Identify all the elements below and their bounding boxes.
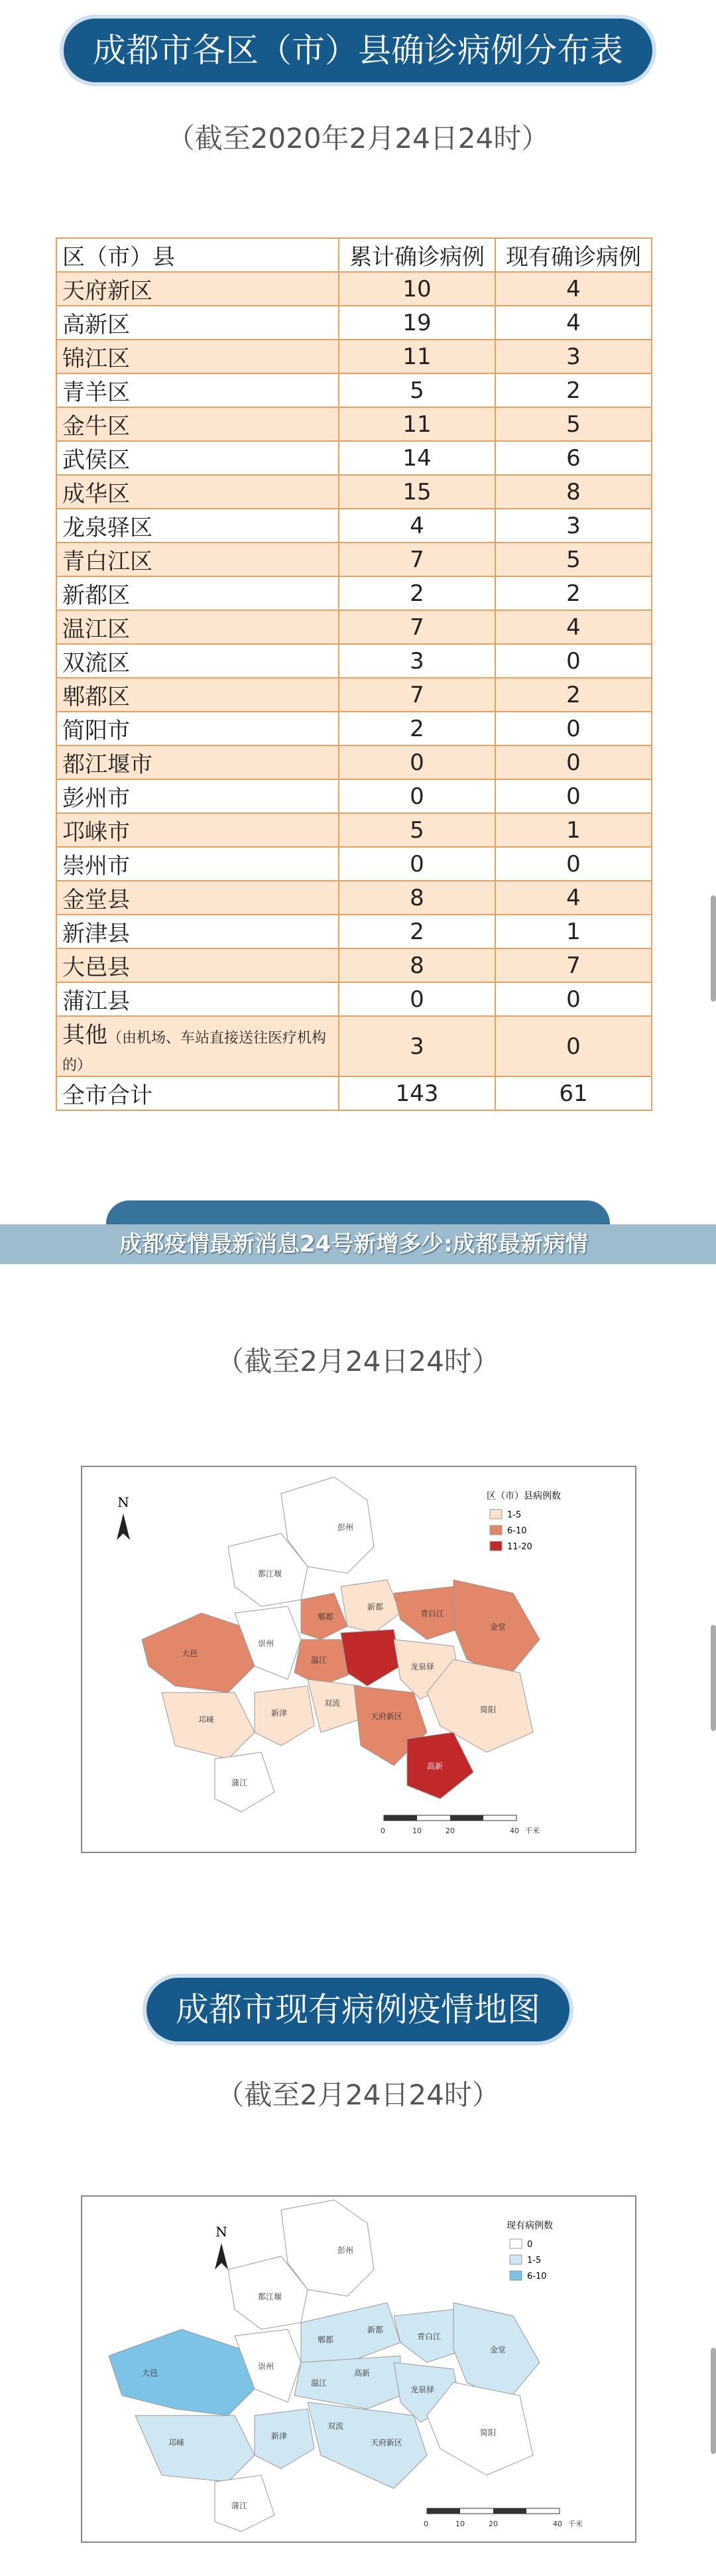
district-name-text: 高新区	[62, 312, 130, 338]
district-name-text: 锦江区	[62, 346, 130, 372]
total-cases: 143	[339, 1076, 495, 1110]
scale-bar	[381, 1815, 540, 1835]
district-name-text: 双流区	[62, 650, 130, 676]
total-cases: 0	[339, 847, 495, 881]
total-cases: 11	[339, 340, 495, 373]
district-name-text: 新都区	[62, 582, 130, 609]
district-name-text: 武侯区	[62, 447, 130, 474]
total-cases: 15	[339, 475, 495, 509]
district-name-text: 龙泉驿区	[62, 515, 152, 541]
total-cases: 3	[339, 1016, 495, 1076]
district-name-text: 天府新区	[62, 278, 152, 304]
total-cases: 3	[339, 644, 495, 678]
district-name-text: 全市合计	[62, 1082, 152, 1109]
scrollbar-thumb-1[interactable]	[711, 895, 716, 1001]
current-cases: 0	[495, 779, 652, 813]
current-cases: 0	[495, 712, 652, 745]
map1-scale-40: 40	[510, 1827, 519, 1835]
table-title: 成都市各区（市）县确诊病例分布表	[64, 19, 652, 82]
district-urban	[341, 1630, 400, 1686]
total-cases: 7	[339, 678, 495, 712]
total-cases: 4	[339, 509, 495, 543]
map2-label-longquanyi: 龙泉驿	[410, 2385, 435, 2394]
district-name-text: 郫都区	[62, 684, 130, 710]
map2-label-wenjiang: 温江	[311, 2378, 328, 2388]
table-row	[56, 678, 652, 712]
map1-label-pengzhou: 彭州	[337, 1523, 354, 1532]
map2-scale-0: 0	[424, 2520, 428, 2528]
current-cases: 7	[495, 948, 652, 982]
map1-label-shuangliu: 双流	[324, 1699, 341, 1708]
current-cases: 2	[495, 576, 652, 610]
map2-label-jianyang: 简阳	[480, 2428, 497, 2437]
header-current: 现有确诊病例	[495, 238, 652, 272]
legend-label: 1-5	[507, 1510, 522, 1520]
map1-label-dayi: 大邑	[182, 1649, 198, 1658]
map2-label-xindu: 新都	[367, 2325, 384, 2335]
legend-label: 6-10	[527, 2272, 547, 2282]
district-name	[56, 306, 339, 340]
district-name-text: 成华区	[62, 481, 130, 507]
table-row	[56, 475, 652, 509]
table-row	[56, 1016, 652, 1076]
legend1-title: 区（市）县病例数	[487, 1491, 561, 1502]
map2-scale-unit: 千米	[568, 2520, 583, 2528]
total-cases: 2	[339, 712, 495, 745]
table-row	[56, 1076, 652, 1110]
map2-scale-40: 40	[553, 2520, 562, 2528]
current-cases: 5	[495, 407, 652, 441]
district-name-text: 都江堰市	[62, 751, 152, 778]
district-name	[56, 644, 339, 678]
map2-label-gaoxin: 高新	[354, 2368, 371, 2378]
district-name	[56, 340, 339, 373]
legend-label: 6-10	[507, 1526, 527, 1536]
table-row	[56, 644, 652, 678]
table-row	[56, 745, 652, 779]
legend-label: 0	[527, 2240, 533, 2250]
current-map-title: 成都市现有病例疫情地图	[147, 1978, 569, 2041]
cumulative-map	[81, 1466, 636, 1853]
district-name-text: 青羊区	[62, 379, 130, 406]
map1-label-wenjiang: 温江	[311, 1655, 328, 1665]
district-name	[56, 407, 339, 441]
table-row	[56, 610, 652, 644]
district-name	[56, 881, 339, 915]
scale-bar-2	[424, 2508, 583, 2528]
map2-label-qingbaijiang: 青白江	[417, 2332, 442, 2341]
district-name	[56, 509, 339, 543]
map1-label-tianfu: 天府新区	[371, 1712, 403, 1721]
current-cases: 1	[495, 915, 652, 948]
north-label-2: N	[215, 2224, 227, 2240]
current-cases: 0	[495, 982, 652, 1016]
legend-swatch	[510, 2255, 522, 2264]
district-name	[56, 982, 339, 1016]
map1-label-xindu: 新都	[367, 1602, 384, 1612]
current-cases: 0	[495, 847, 652, 881]
current-cases: 0	[495, 644, 652, 678]
district-name-text: 金堂县	[62, 887, 130, 913]
district-name	[56, 745, 339, 779]
district-name	[56, 543, 339, 576]
district-name	[56, 610, 339, 644]
district-name	[56, 475, 339, 509]
table-row	[56, 847, 652, 881]
scrollbar-thumb-2[interactable]	[711, 1625, 716, 1731]
total-cases: 0	[339, 745, 495, 779]
map2-label-pengzhou: 彭州	[337, 2246, 354, 2255]
district-name	[56, 847, 339, 881]
district-qionglai	[162, 1693, 255, 1759]
total-cases: 5	[339, 373, 495, 407]
map1-scale-unit: 千米	[525, 1827, 540, 1835]
current-cases: 5	[495, 543, 652, 576]
district-name	[56, 915, 339, 948]
table-row	[56, 779, 652, 813]
district-name-text: 崇州市	[62, 853, 130, 879]
current-cases: 3	[495, 340, 652, 373]
map1-label-xinjin: 新津	[271, 1708, 288, 1718]
map2-label-xinjin: 新津	[271, 2431, 288, 2441]
legend-swatch	[490, 1510, 502, 1519]
map1-label-chongzhou: 崇州	[258, 1639, 274, 1648]
total-cases: 2	[339, 915, 495, 948]
district-dayi	[142, 1613, 255, 1693]
district-name	[56, 373, 339, 407]
district-name-text: 大邑县	[62, 954, 130, 981]
district-name	[56, 678, 339, 712]
map1-label-pidu: 郫都	[318, 1612, 334, 1622]
table-row	[56, 340, 652, 373]
table-row	[56, 915, 652, 948]
district-name-text: 其他	[62, 1022, 107, 1049]
map2-label-chongzhou: 崇州	[258, 2362, 274, 2371]
total-cases: 0	[339, 779, 495, 813]
map2-label-pujiang: 蒲江	[231, 2501, 248, 2510]
header-total: 累计确诊病例	[339, 238, 495, 272]
total-cases: 19	[339, 306, 495, 340]
total-cases: 2	[339, 576, 495, 610]
map2-qionglai	[135, 2415, 255, 2482]
north-arrow-icon-2	[215, 2243, 228, 2270]
legend2-title: 现有病例数	[507, 2221, 553, 2231]
district-name-text: 新津县	[62, 921, 130, 947]
table-row	[56, 948, 652, 982]
district-name-text: 简阳市	[62, 718, 130, 744]
map2-dayi	[109, 2329, 255, 2415]
district-name	[56, 576, 339, 610]
current-cases: 4	[495, 306, 652, 340]
total-cases: 10	[339, 272, 495, 306]
map2-label-shuangliu: 双流	[328, 2421, 344, 2431]
current-cases: 61	[495, 1076, 652, 1110]
district-name-text: 青白江区	[62, 548, 152, 575]
district-name-text: 金牛区	[62, 413, 130, 440]
map2-label-pidu: 郫都	[318, 2335, 334, 2345]
table-row	[56, 543, 652, 576]
total-cases: 0	[339, 982, 495, 1016]
current-cases: 4	[495, 272, 652, 306]
district-note: （由机场、车站直接送往医疗机构的）	[62, 1030, 327, 1074]
current-cases: 6	[495, 441, 652, 475]
table-row	[56, 272, 652, 306]
table-row	[56, 813, 652, 847]
table-row	[56, 509, 652, 543]
map1-label-qingbaijiang: 青白江	[420, 1609, 445, 1618]
map2-label-jintang: 金堂	[490, 2345, 507, 2354]
district-name	[56, 272, 339, 306]
current-map	[81, 2195, 636, 2543]
map1-label-qionglai: 邛崃	[198, 1715, 215, 1724]
map2-label-dayi: 大邑	[142, 2368, 158, 2378]
table-row	[56, 712, 652, 745]
table-row	[56, 407, 652, 441]
header-district: 区（市）县	[56, 238, 339, 272]
table-row	[56, 373, 652, 407]
total-cases: 8	[339, 948, 495, 982]
legend-label: 11-20	[507, 1542, 532, 1552]
headline-banner: 成都疫情最新消息24号新增多少:成都最新病情	[0, 1224, 716, 1264]
current-cases: 0	[495, 1016, 652, 1076]
table-row	[56, 306, 652, 340]
map2-urban	[294, 2356, 400, 2409]
map1-label-gaoxin: 高新	[427, 1762, 444, 1771]
district-name	[56, 1016, 339, 1076]
map1-label-jianyang: 简阳	[480, 1705, 497, 1714]
map2-label-tianfu: 天府新区	[371, 2438, 403, 2447]
cumulative-map-svg	[82, 1467, 635, 1852]
district-name-text: 蒲江县	[62, 988, 130, 1015]
map1-label-jintang: 金堂	[490, 1622, 507, 1632]
total-cases: 7	[339, 543, 495, 576]
total-cases: 14	[339, 441, 495, 475]
map1-label-longquanyi: 龙泉驿	[410, 1662, 435, 1671]
current-cases: 4	[495, 610, 652, 644]
map1-label-dujiangyan: 都江堰	[258, 1569, 282, 1578]
total-cases: 8	[339, 881, 495, 915]
map1-scale-20: 20	[446, 1827, 455, 1835]
map2-label-dujiangyan: 都江堰	[258, 2292, 282, 2301]
map2-scale-10: 10	[455, 2520, 465, 2528]
district-name	[56, 1076, 339, 1110]
current-cases: 8	[495, 475, 652, 509]
district-name	[56, 813, 339, 847]
map2-scale-20: 20	[489, 2520, 498, 2528]
district-name-text: 温江区	[62, 616, 130, 643]
district-name	[56, 948, 339, 982]
current-cases: 1	[495, 813, 652, 847]
map1-subtitle: （截至2月24日24时）	[216, 1345, 500, 1378]
current-cases: 4	[495, 881, 652, 915]
table-row	[56, 881, 652, 915]
north-arrow-icon	[117, 1513, 130, 1540]
current-cases: 2	[495, 678, 652, 712]
legend-label: 1-5	[527, 2256, 542, 2266]
map2-shuangliu-tianfu	[308, 2402, 427, 2488]
map2-pidu-xindu	[301, 2303, 400, 2362]
district-name	[56, 712, 339, 745]
current-cases: 3	[495, 509, 652, 543]
north-label: N	[117, 1494, 129, 1510]
table-subtitle: （截至2020年2月24日24时）	[166, 122, 550, 155]
map1-scale-0: 0	[381, 1827, 385, 1835]
table-row	[56, 982, 652, 1016]
current-map-subtitle: （截至2月24日24时）	[216, 2079, 500, 2111]
case-table	[56, 237, 652, 1111]
district-name-text: 邛崃市	[62, 819, 130, 846]
legend-swatch	[510, 2271, 522, 2280]
legend-swatch	[510, 2239, 522, 2248]
table-row	[56, 576, 652, 610]
current-cases: 0	[495, 745, 652, 779]
total-cases: 5	[339, 813, 495, 847]
legend-swatch	[490, 1541, 502, 1551]
legend-swatch	[490, 1525, 502, 1535]
total-cases: 11	[339, 407, 495, 441]
map2-label-qionglai: 邛崃	[168, 2438, 185, 2447]
current-map-svg	[82, 2197, 635, 2542]
district-name	[56, 779, 339, 813]
total-cases: 7	[339, 610, 495, 644]
current-cases: 2	[495, 373, 652, 407]
map1-scale-10: 10	[412, 1827, 422, 1835]
table-row	[56, 441, 652, 475]
map1-label-pujiang: 蒲江	[231, 1778, 248, 1787]
district-name	[56, 441, 339, 475]
district-name-text: 彭州市	[62, 785, 130, 812]
scrollbar-thumb-3[interactable]	[711, 2348, 716, 2454]
